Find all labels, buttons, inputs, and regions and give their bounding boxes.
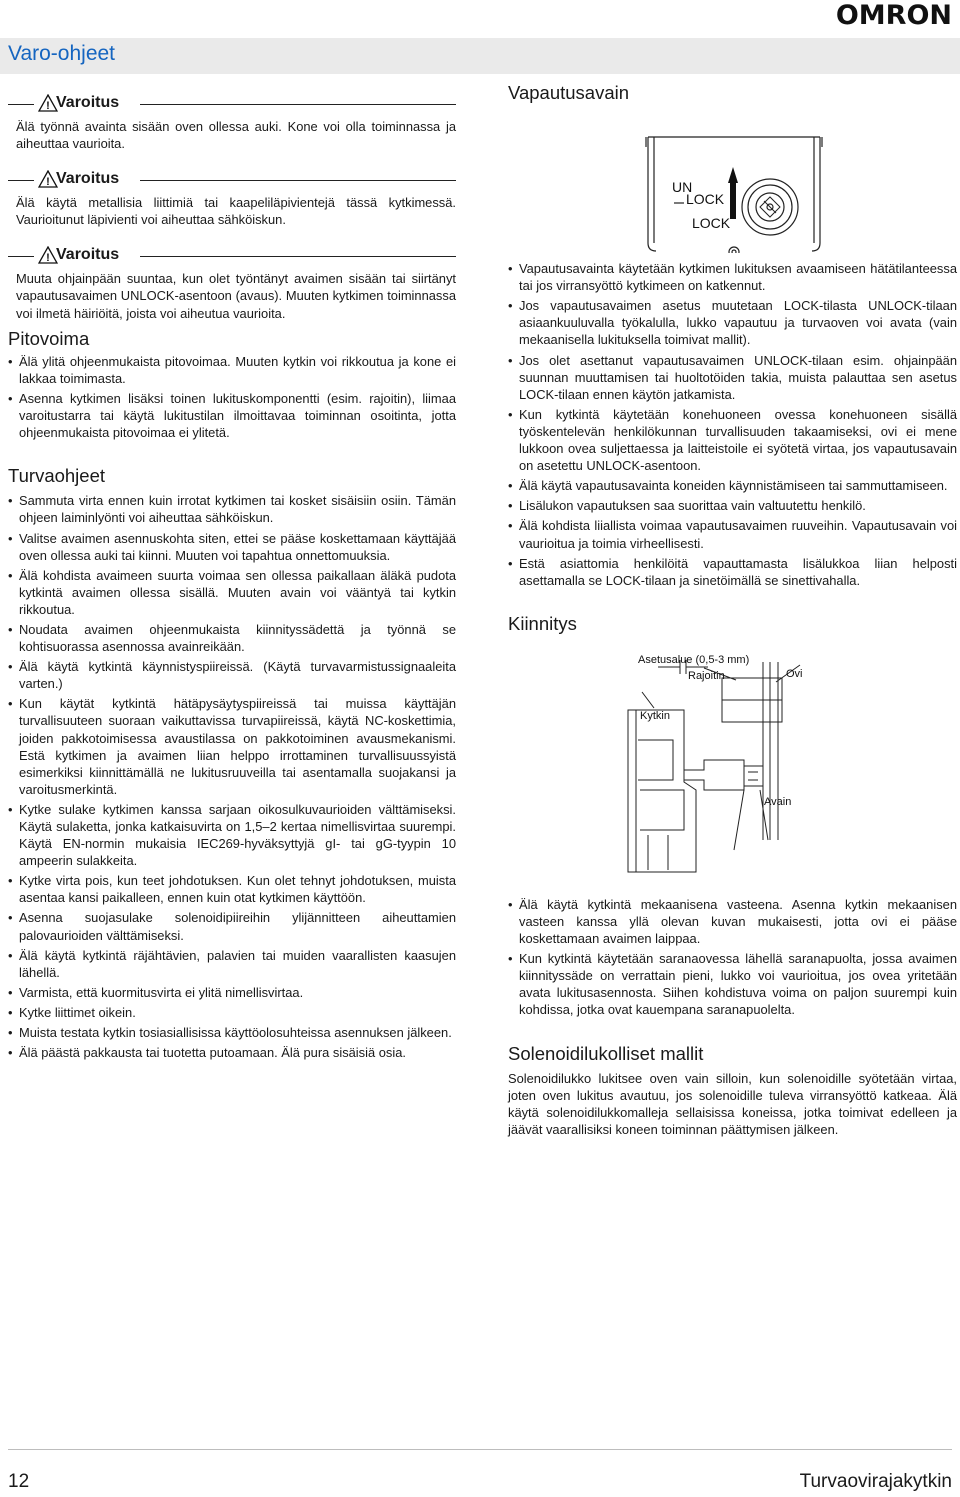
section-heading-kiinnitys: Kiinnitys xyxy=(508,612,577,634)
list-item: • Jos olet asettanut vapautusavaimen UNLOCK-tilaan esim. ohjainpään suunnan muuttamisen tai huoltotöiden takia, muista palauttaa sen asetus LOCK-tilaan ennen käytön jatkamista. xyxy=(508,352,957,403)
release-key-drawing xyxy=(508,107,957,253)
label-key: Avain xyxy=(764,795,792,808)
right-column xyxy=(508,84,957,1138)
warning-block xyxy=(8,246,456,321)
warning-label: Varoitus xyxy=(56,246,120,264)
page-title: Varo-ohjeet xyxy=(8,42,116,65)
list-item: • Älä käytä vapautusavainta koneiden käynnistämiseen tai sammuttamiseen. xyxy=(508,477,957,494)
release-key-figure xyxy=(508,107,957,253)
brand-logo: OMRON xyxy=(835,0,952,31)
warning-text: Muuta ohjainpään suuntaa, kun olet työntänyt avaimen sisään tai siirtänyt vapautusavaimen UNLOCK-asentoon (avaus). Muuten kytkimen toiminnassa voi ilmetä häiriöitä, joista voi aiheutua vaurioita. xyxy=(16,271,456,321)
warning-block xyxy=(8,170,456,228)
list-item: • Varmista, että kuormitusvirta ei ylitä nimellisvirtaa. xyxy=(8,984,456,1001)
vapautusavain-list xyxy=(508,260,957,589)
mounting-drawing xyxy=(508,640,957,888)
list-item: • Asenna suojasulake solenoidipiireihin ylijännitteen aiheuttamien palovaurioiden välttämiseksi. xyxy=(8,909,456,943)
list-item: • Kun kytkintä käytetään saranaovessa lähellä saranapuolta, jossa avaimen kiinnityssäde on verrattain pieni, lukko voi vaurioitua, jos ovea yritetään avata lukitusasennosta. Siihen kohdistuva voima on paljon suurempi kuin kohdissa, jotka ovat kauempana saranapuolelta. xyxy=(508,950,957,1018)
warning-label: Varoitus xyxy=(56,170,120,188)
list-item: • Kun kytkintä käytetään konehuoneen ovessa konehuoneen sisällä työskentelevän henkilökunnan turvallisuuden takaamiseksi, ovi ei mene lukkoon ovea suljettaessa ja laitteistoile ei syötetä virtaa, jos vapautusavain on asetettu UNLOCK-asentoon. xyxy=(508,406,957,474)
svg-text:!: ! xyxy=(46,100,50,112)
section-heading-pitovoima: Pitovoima xyxy=(8,327,90,349)
list-item: • Kytke liittimet oikein. xyxy=(8,1004,456,1021)
label-stopper: Rajoitin xyxy=(688,669,725,682)
list-item: • Estä asiattomia henkilöitä vapauttamasta lisälukkoa liian helposti asettamalla se LOCK-tilaan ja sinetöimällä se sinettivahalla. xyxy=(508,555,957,589)
label-door: Ovi xyxy=(786,667,803,680)
list-item: • Älä kohdista liiallista voimaa vapautusavaimen ruuveihin. Vapautusavain voi vaurioitua ja toimia virheellisesti. xyxy=(508,517,957,551)
title-band xyxy=(0,38,960,74)
list-item: • Vapautusavainta käytetään kytkimen lukituksen avaamiseen hätätilanteessa tai jos virransyöttö kytkimeen on katkennut. xyxy=(508,260,957,294)
turvaohjeet-list xyxy=(8,492,456,1061)
mounting-figure xyxy=(508,640,957,888)
label-setting-range: Asetusalue (0,5-3 mm) xyxy=(638,653,750,666)
label-lock: LOCK xyxy=(692,215,731,232)
kiinnitys-list xyxy=(508,896,957,1019)
list-item: • Valitse avaimen asennuskohta siten, ettei se pääse koskettamaan käyttäjää oven ollessa auki tai kiinni. Muuten voi tapahtua onnettomuuksia. xyxy=(8,530,456,564)
list-item: • Älä käytä kytkintä räjähtävien, palavien tai muiden vaarallisten kaasujen lähellä. xyxy=(8,947,456,981)
svg-text:!: ! xyxy=(46,176,50,189)
warning-text: Älä käytä metallisia liittimiä tai kaapeliläpivientejä tässä kytkimessä. Vaurioitunut läpivienti voi aiheuttaa sähköiskun. xyxy=(16,195,456,228)
warning-icon xyxy=(38,94,58,112)
label-switch: Kytkin xyxy=(640,709,670,722)
list-item: • Kytke virta pois, kun teet johdotuksen. Kun olet tehnyt johdotuksen, muista asentaa kansi paikalleen, ennen kuin otat kytkimen käyttöön. xyxy=(8,872,456,906)
warning-block xyxy=(8,94,456,152)
label-unlock: LOCK xyxy=(686,191,725,208)
warning-heading xyxy=(8,246,456,268)
list-item: • Muista testata kytkin tosiasiallisissa käyttöolosuhteissa asennuksen jälkeen. xyxy=(8,1024,456,1041)
list-item: • Kun käytät kytkintä hätäpysäytyspiireissä tai muissa käyttäjän turvallisuuteen suoraan vaikuttavissa turvapiireissä, käytä NC-koskettimia, joiden pakkotoimisessa avaustilassa on pakkotoiminen avausmekanismi. Estä kytkimen ja avaimen liian helppo irrottaminen turvallisuussyistä esimerkiksi kiinnittämällä ne lukitusruuveilla tai asentamalla suojakansi ja varoitusmerkintä. xyxy=(8,695,456,798)
pitovoima-list xyxy=(8,353,456,441)
section-heading-solenoidi: Solenoidilukolliset mallit xyxy=(508,1042,704,1064)
section-heading-vapautusavain: Vapautusavain xyxy=(508,82,630,103)
list-item: • Asenna kytkimen lisäksi toinen lukituskomponentti (esim. rajoitin), liimaa varoitustarra tai käytä lukitustilan ilmoittavaa toiminnan osoitinta, jotta ohjeenmukaista pitovoimaa ei ylitetä. xyxy=(8,390,456,441)
warning-text: Älä työnnä avainta sisään oven ollessa auki. Kone voi olla toiminnassa ja aiheuttaa vaurioita. xyxy=(16,119,456,152)
warning-icon xyxy=(38,246,58,264)
left-column xyxy=(8,94,456,1064)
label-un: UN xyxy=(672,179,693,196)
page-number: 12 xyxy=(8,1471,30,1492)
list-item: • Noudata avaimen ohjeenmukaista kiinnityssädettä ja työnnä se kohtisuorassa asennossa avainreikään. xyxy=(8,621,456,655)
warning-icon xyxy=(38,170,58,188)
list-item: • Kytke sulake kytkimen kanssa sarjaan oikosulkuvaurioiden välttämiseksi. Käytä sulaketta, jonka katkaisuvirta on 1,5–2 kertaa nimellisvirtaa suurempi. Käytä EN-normin mukaisia IEC269-hyväksyttyjä gI- tai gG-tyypin 10 ampeerin sulakkeita. xyxy=(8,801,456,869)
svg-text:!: ! xyxy=(46,252,50,265)
list-item: • Älä käytä kytkintä käynnistyspiireissä. (Käytä turvavarmistussignaaleita varten.) xyxy=(8,658,456,692)
warning-heading xyxy=(8,94,456,116)
list-item: • Älä käytä kytkintä mekaanisena vasteena. Asenna kytkin mekaanisen vasteen kanssa yllä olevan kuvan mukaisesti, jotta ovi ei pääse koskettamaan avaimen laippaa. xyxy=(508,896,957,947)
warning-label: Varoitus xyxy=(56,94,120,111)
product-name: Turvaovirajakytkin xyxy=(799,1471,952,1492)
section-heading-turvaohjeet: Turvaohjeet xyxy=(8,465,106,487)
list-item: • Älä ylitä ohjeenmukaista pitovoimaa. Muuten kytkin voi rikkoutua ja kone ei lakkaa toimimasta. xyxy=(8,353,456,387)
list-item: • Älä päästä pakkausta tai tuotetta putoamaan. Älä pura sisäisiä osia. xyxy=(8,1044,456,1061)
list-item: • Jos vapautusavaimen asetus muutetaan LOCK-tilasta UNLOCK-tilaan asiaankuuluvalla työkalulla, lukko vapautuu ja turvaoven voi avata (vain mekaanisella lukituksella toimivat mallit). xyxy=(508,297,957,348)
list-item: • Lisälukon vapautuksen saa suorittaa vain valtuutettu henkilö. xyxy=(508,497,957,514)
solenoidi-text: Solenoidilukko lukitsee oven vain silloin, kun solenoidille syötetään virtaa, joten oven lukitus avautuu, jos solenoidille tuleva virransyöttö katkeaa. Älä käytä solenoidilukkomalleja sellaisissa koneissa, jotka toimivat edelleen ja jäävät vaarallisiksi koneen toiminnan päättymisen jälkeen. xyxy=(508,1070,957,1137)
footer-divider xyxy=(8,1449,952,1450)
list-item: • Älä kohdista avaimeen suurta voimaa sen ollessa paikallaan äläkä pudota kytkintä avaimen ollessa sisällä. Muuten avain voi vääntyä tai kytkin rikkoutua. xyxy=(8,567,456,618)
warning-heading xyxy=(8,170,456,192)
list-item: • Sammuta virta ennen kuin irrotat kytkimen tai kosket sisäisiin osiin. Tämän ohjeen laiminlyönti voi aiheuttaa sähköiskun. xyxy=(8,492,456,526)
